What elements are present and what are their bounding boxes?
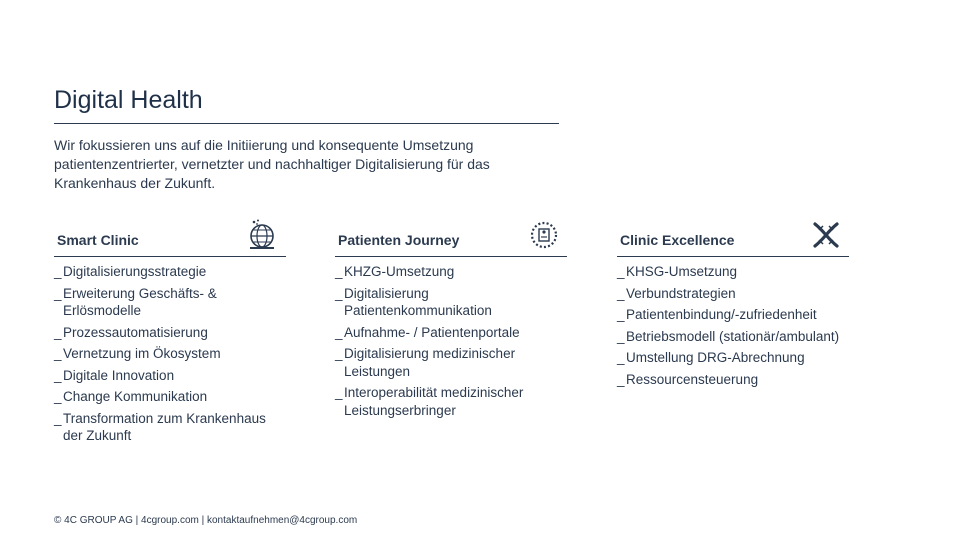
bullet-dash: _: [617, 328, 625, 344]
column-list: [335, 257, 567, 419]
patient-circle-icon: [527, 218, 561, 252]
list-item: _ Patientenbindung/-zufriedenheit: [617, 307, 817, 322]
list-item: _ Erweiterung Geschäfts- & Erlösmodelle: [54, 285, 217, 318]
column-title: Smart Clinic: [57, 232, 139, 248]
bullet-dash: _: [54, 346, 62, 361]
intro-text: Wir fokussieren uns auf die Initiierung und konsequente Umsetzung patientenzentrierter, vernetzter und nachhaltiger Digitalisierung für das Krankenhaus der Zukunft.: [54, 137, 490, 191]
column-patienten-journey: [335, 218, 567, 423]
bullet-dash: _: [335, 264, 343, 279]
title-divider: [54, 123, 559, 124]
bullet-dash: _: [617, 264, 625, 279]
column-title: Patienten Journey: [338, 232, 460, 248]
column-title: Clinic Excellence: [620, 232, 735, 248]
list-item: _ KHSG-Umsetzung: [617, 264, 738, 279]
list-item: _ Vernetzung im Ökosystem: [54, 346, 221, 361]
bullet-dash: _: [54, 389, 62, 404]
bullet-dash: _: [617, 371, 625, 387]
globe-icon: [246, 218, 280, 252]
column-list: [54, 257, 286, 445]
column-clinic-excellence: [617, 218, 849, 392]
list-item: _ Aufnahme- / Patientenportale: [335, 324, 520, 340]
dna-icon: [809, 218, 843, 252]
bullet-dash: _: [54, 285, 62, 301]
list-item: _ Ressourcensteuerung: [617, 371, 759, 387]
list-item: _ Betriebsmodell (stationär/ambulant): [617, 328, 840, 344]
bullet-dash: _: [335, 285, 343, 301]
bullet-dash: _: [617, 307, 625, 322]
column-header: [54, 218, 286, 257]
list-item: _ KHZG-Umsetzung: [335, 264, 455, 279]
bullet-dash: _: [617, 350, 625, 365]
bullet-dash: _: [617, 285, 625, 301]
column-list: [617, 257, 849, 388]
column-header: [335, 218, 567, 257]
list-item: _ Digitalisierungsstrategie: [54, 264, 207, 279]
list-item: _ Change Kommunikation: [54, 389, 208, 404]
list-item: _ Interoperabilität medizinischer Leistungserbringer: [335, 385, 524, 418]
bullet-dash: _: [54, 410, 62, 426]
list-item: _ Transformation zum Krankenhaus der Zukunft: [54, 410, 266, 443]
bullet-dash: _: [54, 324, 62, 340]
list-item: _ Digitalisierung medizinischer Leistungen: [335, 346, 516, 379]
column-smart-clinic: [54, 218, 286, 449]
list-item: _ Prozessautomatisierung: [54, 324, 208, 340]
bullet-dash: _: [335, 385, 343, 400]
list-item: _ Umstellung DRG-Abrechnung: [617, 350, 805, 365]
column-header: [617, 218, 849, 257]
bullet-dash: _: [335, 346, 343, 361]
bullet-dash: _: [54, 367, 62, 383]
footer-text: © 4C GROUP AG | 4cgroup.com | kontaktaufnehmen@4cgroup.com: [54, 515, 358, 526]
bullet-dash: _: [335, 324, 343, 340]
list-item: _ Digitale Innovation: [54, 367, 175, 383]
bullet-dash: _: [54, 264, 62, 279]
list-item: _ Digitalisierung Patientenkommunikation: [335, 285, 492, 318]
page-title: Digital Health: [54, 86, 203, 114]
list-item: _ Verbundstrategien: [617, 285, 736, 301]
